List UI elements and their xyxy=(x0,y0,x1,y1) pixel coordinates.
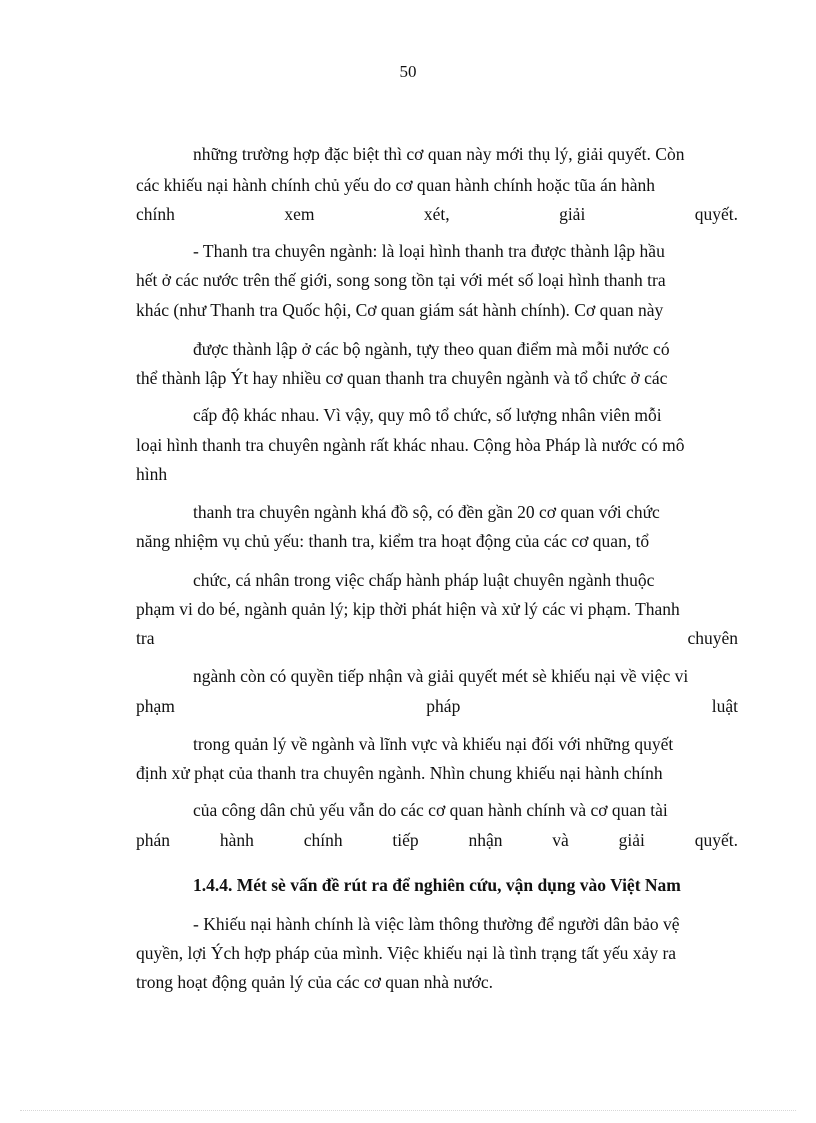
text-line: phạm vi do bé, ngành quản lý; kịp thời phát hiện và xử lý các vi phạm. Thanh xyxy=(136,599,680,619)
word: xét, xyxy=(423,204,450,224)
word: phạm xyxy=(136,696,175,716)
text-line: của công dân chủ yếu vẫn do các cơ quan hành chính và cơ quan tài xyxy=(193,800,668,820)
word: quyết. xyxy=(694,830,738,850)
text-line: hết ở các nước trên thế giới, song song tồn tại với mét số loại hình thanh tra xyxy=(136,270,666,290)
text-line: hình xyxy=(136,464,168,484)
text-line: định xử phạt của thanh tra chuyên ngành. Nhìn chung khiếu nại hành chính xyxy=(136,763,663,783)
word: luật xyxy=(711,696,738,716)
text-line: các khiếu nại hành chính chủ yếu do cơ quan hành chính hoặc tũa án hành xyxy=(136,175,656,195)
word: chính xyxy=(303,830,343,850)
word: giải xyxy=(559,204,586,224)
text-line: những trường hợp đặc biệt thì cơ quan này mới thụ lý, giải quyết. Còn xyxy=(193,144,685,164)
word: nhận xyxy=(468,830,503,850)
word: chuyên xyxy=(687,628,738,648)
text-line: khác (như Thanh tra Quốc hội, Cơ quan giám sát hành chính). Cơ quan này xyxy=(136,300,664,320)
text-line: trong quản lý về ngành và lĩnh vực và khiếu nại đối với những quyết xyxy=(193,734,674,754)
word: tiếp xyxy=(392,830,419,850)
word: quyết. xyxy=(694,204,738,224)
text-line: năng nhiệm vụ chủ yếu: thanh tra, kiểm tra hoạt động của các cơ quan, tổ xyxy=(136,531,650,551)
word: tra xyxy=(136,628,155,648)
word: và xyxy=(552,830,569,850)
text-line: được thành lập ở các bộ ngành, tựy theo quan điểm mà mỗi nước có xyxy=(193,339,670,359)
text-line: thanh tra chuyên ngành khá đồ sộ, có đền gần 20 cơ quan với chức xyxy=(193,502,660,522)
justified-line xyxy=(136,829,738,851)
word: giải xyxy=(618,830,645,850)
text-line: trong hoạt động quản lý của các cơ quan nhà nước. xyxy=(136,972,493,992)
word: xem xyxy=(284,204,315,224)
word: phán xyxy=(136,830,171,850)
text-line: - Thanh tra chuyên ngành: là loại hình thanh tra được thành lập hầu xyxy=(193,241,665,261)
text-line: - Khiếu nại hành chính là việc làm thông thường để người dân bảo vệ xyxy=(193,914,680,934)
section-heading: 1.4.4. Mét sè vấn đề rút ra để nghiên cứu, vận dụng vào Việt Nam xyxy=(193,875,681,895)
justified-line xyxy=(136,203,738,225)
word: pháp xyxy=(426,696,461,716)
page-number: 50 xyxy=(399,62,417,81)
justified-line xyxy=(136,627,738,649)
justified-line xyxy=(136,695,738,717)
text-line: chức, cá nhân trong việc chấp hành pháp luật chuyên ngành thuộc xyxy=(193,570,655,590)
word: chính xyxy=(136,204,175,224)
text-line: ngành còn có quyền tiếp nhận và giải quyết mét sè khiếu nại về việc vi xyxy=(193,666,689,686)
text-line: cấp độ khác nhau. Vì vậy, quy mô tổ chức, số lượng nhân viên mỗi xyxy=(193,405,662,425)
text-line: thể thành lập Ýt hay nhiều cơ quan thanh tra chuyên ngành và tổ chức ở các xyxy=(136,368,668,388)
text-line: quyền, lợi Ých hợp pháp của mình. Việc khiếu nại là tình trạng tất yếu xảy ra xyxy=(136,943,677,963)
word: hành xyxy=(219,830,254,850)
text-line: loại hình thanh tra chuyên ngành rất khác nhau. Cộng hòa Pháp là nước có mô xyxy=(136,435,685,455)
page-bottom-border xyxy=(20,1110,796,1111)
